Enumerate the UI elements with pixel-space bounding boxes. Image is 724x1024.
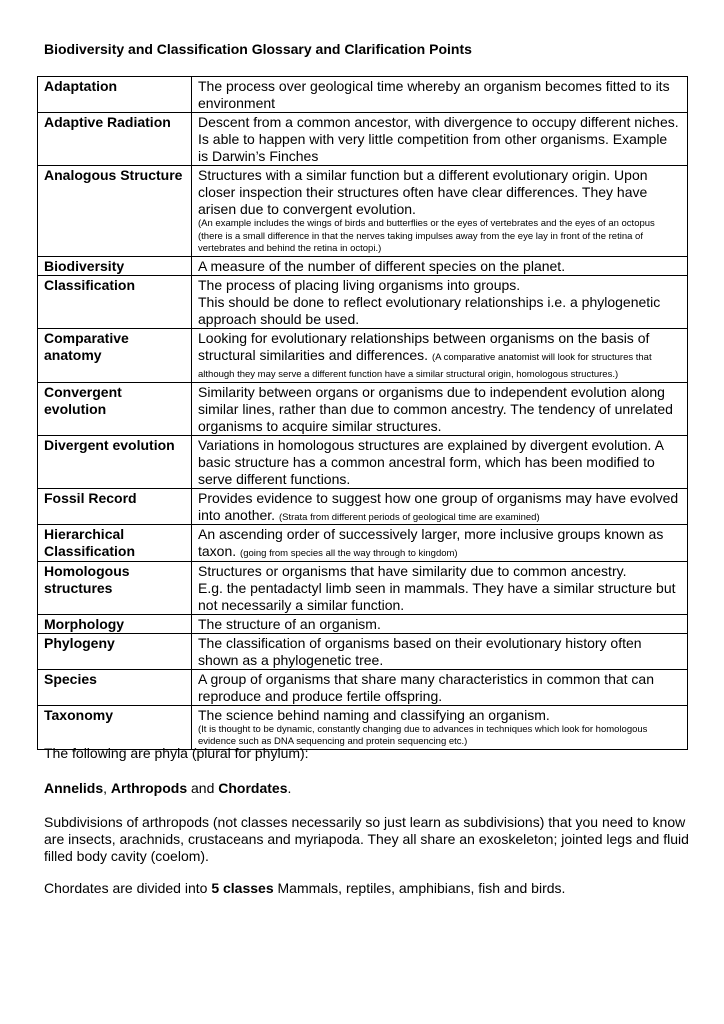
glossary-term: Convergent evolution (38, 382, 192, 435)
chordates-paragraph (44, 880, 694, 897)
table-row (38, 705, 688, 749)
definition-text: A measure of the number of different species on the planet. (198, 257, 566, 274)
glossary-table (37, 76, 688, 750)
definition-note: (Strata from different periods of geological time are examined) (278, 511, 540, 523)
glossary-term: Adaptation (38, 77, 192, 113)
phyla-list (44, 780, 694, 797)
table-row (38, 256, 688, 275)
glossary-definition (192, 328, 688, 382)
definition-text: Provides evidence to suggest how one group of organisms may have evolved into another. (198, 489, 679, 523)
definition-note: (It is thought to be dynamic, constantly changing due to advances in techniques which look for homologous evidence such as DNA sequencing and protein sequencing etc.) (198, 723, 648, 747)
definition-text: Looking for evolutionary relationships between organisms on the basis of structural similarities and differences. (198, 329, 650, 363)
glossary-term: Adaptive Radiation (38, 113, 192, 166)
glossary-definition (192, 669, 688, 705)
page-title: Biodiversity and Classification Glossary and Clarification Points (44, 41, 472, 57)
phylum-chordates: Chordates (218, 780, 288, 796)
table-row (38, 113, 688, 166)
glossary-definition (192, 382, 688, 435)
table-row (38, 435, 688, 488)
definition-text: Similarity between organs or organisms due to independent evolution along similar lines, rather than due to common ancestry. The tendency of unrelated organisms to acquire similar structures. (198, 383, 673, 434)
glossary-definition (192, 633, 688, 669)
glossary-definition (192, 275, 688, 328)
glossary-term: Morphology (38, 614, 192, 633)
table-row (38, 561, 688, 614)
definition-text: Structures with a similar function but a different evolutionary origin. Upon closer inspection their structures often have clear differences. They have arisen due to convergent evolution. (198, 167, 648, 217)
glossary-term: Classification (38, 275, 192, 328)
glossary-definition (192, 488, 688, 525)
glossary-definition (192, 256, 688, 275)
glossary-term: Hierarchical Classification (38, 525, 192, 562)
chordates-pre: Chordates are divided into (44, 880, 212, 896)
glossary-term: Species (38, 669, 192, 705)
table-row (38, 166, 688, 257)
glossary-term: Fossil Record (38, 488, 192, 525)
phylum-arthropods: Arthropods (110, 780, 188, 796)
definition-text: Descent from a common ancestor, with divergence to occupy different niches. Is able to happen with very little competition from other organisms. Example is Darwin’s Finches (198, 114, 679, 164)
arthropods-paragraph: Subdivisions of arthropods (not classes necessarily so just learn as subdivisions) that you need to know are insects, arachnids, crustaceans and myriapoda. They all share an exoskeleton; jointed legs and fluid filled body cavity (coelom). (44, 814, 689, 864)
glossary-term: Homologous structures (38, 561, 192, 614)
table-row (38, 382, 688, 435)
glossary-term: Comparative anatomy (38, 328, 192, 382)
table-row (38, 77, 688, 113)
phyla-separator: and (187, 780, 219, 796)
definition-text: The process of placing living organisms into groups. (198, 276, 521, 293)
phyla-end: . (287, 780, 292, 796)
definition-note: (An example includes the wings of birds and butterflies or the eyes of vertebrates and the eyes of an octopus (there is a small difference in that the nerves taking impulses away from the eye lay in front of the retina of vertebrates and behind the retina in octopi.) (198, 218, 655, 254)
definition-text: A group of organisms that share many characteristics in common that can reproduce and produce fertile offspring. (198, 670, 654, 704)
chordates-classes: 5 classes (211, 880, 274, 896)
glossary-definition (192, 705, 688, 749)
definition-text: Variations in homologous structures are explained by divergent evolution. A basic structure has a common ancestral form, which has been modified to serve different functions. (198, 436, 664, 487)
table-row (38, 669, 688, 705)
glossary-term: Taxonomy (38, 705, 192, 749)
chordates-post: Mammals, reptiles, amphibians, fish and birds. (273, 880, 566, 896)
definition-text-extra: E.g. the pentadactyl limb seen in mammals. They have a similar structure but not necessarily a similar function. (198, 579, 676, 613)
definition-text: The science behind naming and classifying an organism. (198, 706, 550, 723)
definition-text-extra: This should be done to reflect evolutionary relationships i.e. a phylogenetic approach should be used. (198, 293, 661, 327)
table-row (38, 614, 688, 633)
glossary-term: Divergent evolution (38, 435, 192, 488)
definition-text: The classification of organisms based on their evolutionary history often shown as a phylogenetic tree. (198, 634, 642, 668)
phyla-intro: The following are phyla (plural for phylum): (44, 745, 309, 761)
table-row (38, 525, 688, 562)
phyla-separator: , (103, 780, 111, 796)
definition-text: The structure of an organism. (198, 615, 381, 632)
table-row (38, 328, 688, 382)
glossary-term: Biodiversity (38, 256, 192, 275)
glossary-term: Phylogeny (38, 633, 192, 669)
definition-note: (going from species all the way through to kingdom) (240, 548, 458, 559)
glossary-definition (192, 77, 688, 113)
phylum-annelids: Annelids (44, 780, 104, 796)
glossary-definition (192, 435, 688, 488)
table-row (38, 275, 688, 328)
glossary-term: Analogous Structure (38, 166, 192, 257)
definition-text: Structures or organisms that have similarity due to common ancestry. (198, 562, 627, 579)
glossary-definition (192, 525, 688, 562)
glossary-definition (192, 614, 688, 633)
table-row (38, 488, 688, 525)
glossary-definition (192, 561, 688, 614)
definition-text: The process over geological time whereby an organism becomes fitted to its environment (198, 78, 670, 111)
definition-text: An ascending order of successively larger, more inclusive groups known as taxon. (198, 526, 664, 559)
table-row (38, 633, 688, 669)
definition-note: (A comparative anatomist will look for structures that although they may serve a different function have a similar structural origin, homologous structures.) (198, 351, 652, 380)
glossary-definition (192, 166, 688, 257)
glossary-definition (192, 113, 688, 166)
